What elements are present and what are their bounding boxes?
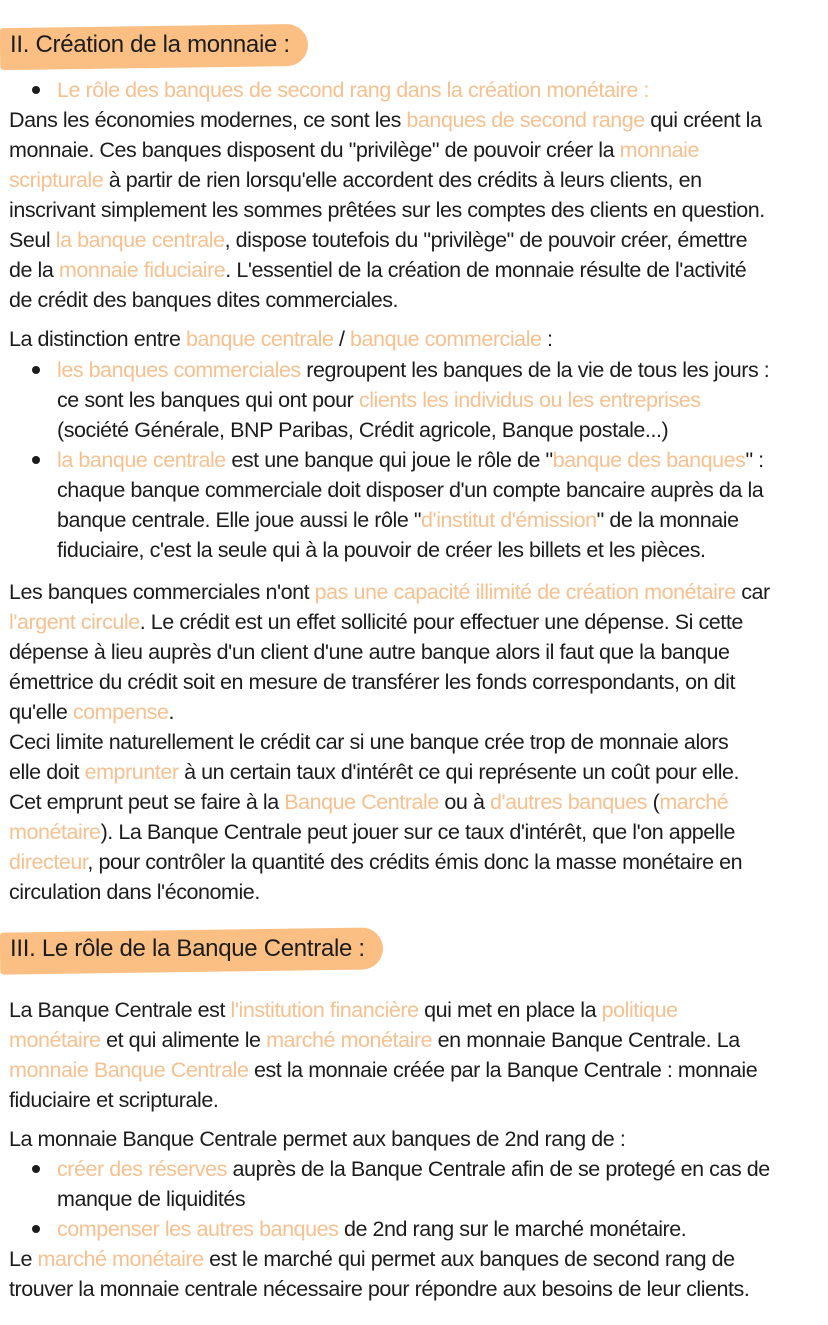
- highlighted-term: scripturale: [9, 168, 104, 192]
- text-run: . L'essentiel de la création de monnaie résulte de l'activité: [225, 258, 747, 282]
- highlighted-term: clients les individus ou les entreprises: [358, 388, 701, 412]
- highlighted-term: compense: [72, 700, 169, 724]
- highlighted-term: banque commerciale: [350, 327, 542, 351]
- text-run: La Banque Centrale est: [9, 998, 231, 1022]
- highlighted-term: monnaie: [619, 138, 699, 162]
- text-run: en monnaie Banque Centrale. La: [432, 1028, 740, 1052]
- text-line: [57, 1214, 686, 1244]
- text-run: inscrivant simplement les sommes prêtées sur les comptes des clients en question.: [9, 198, 765, 222]
- text-run: banque centrale. Elle joue aussi le rôle ": [57, 508, 422, 532]
- highlighted-term: marché monétaire: [266, 1028, 433, 1052]
- text-run: Ceci limite naturellement le crédit car si une banque crée trop de monnaie alors: [9, 730, 729, 754]
- text-run: auprès de la Banque Centrale afin de se protegé en cas de: [226, 1157, 770, 1181]
- text-run: , pour contrôler la quantité des crédits émis donc la masse monétaire en: [87, 850, 743, 874]
- text-line: [57, 1184, 245, 1214]
- highlighted-term: compenser les autres banques: [57, 1217, 339, 1241]
- text-line: [9, 787, 728, 817]
- highlighted-term: Le rôle des banques de second rang dans la création monétaire :: [57, 78, 649, 102]
- text-run: et qui alimente le: [100, 1028, 267, 1052]
- highlighted-term: monnaie fiduciaire: [58, 258, 226, 282]
- text-run: Dans les économies modernes, ce sont les: [9, 108, 407, 132]
- text-run: fiduciaire, c'est la seule qui à la pouvoir de créer les billets et les pièces.: [57, 538, 706, 562]
- bullet-dot: [32, 1165, 40, 1173]
- text-run: émettrice du crédit soit en mesure de transférer les fonds correspondants, on dit: [9, 670, 735, 694]
- text-run: qui met en place la: [418, 998, 602, 1022]
- text-run: de 2nd rang sur le marché monétaire.: [338, 1217, 687, 1241]
- highlighted-term: monétaire: [9, 1028, 101, 1052]
- text-line: [9, 105, 762, 135]
- text-run: dépense à lieu auprès d'un client d'une autre banque alors il faut que la banque: [9, 640, 730, 664]
- text-run: est une banque qui joue le rôle de ": [225, 448, 553, 472]
- text-line: [57, 385, 701, 415]
- highlighted-term: marché: [659, 790, 729, 814]
- text-line: [9, 255, 746, 285]
- text-line: [9, 637, 730, 667]
- text-line: [57, 445, 764, 475]
- text-line: [9, 817, 735, 847]
- text-line: [9, 667, 735, 697]
- text-run: , dispose toutefois du "privilège" de pouvoir créer, émettre: [224, 228, 748, 252]
- text-run: à partir de rien lorsqu'elle accordent des crédits à leurs clients, en: [103, 168, 702, 192]
- text-line: [9, 877, 260, 907]
- text-run: ). La Banque Centrale peut jouer sur ce taux d'intérêt, que l'on appelle: [100, 820, 735, 844]
- text-run: ou à: [438, 790, 490, 814]
- text-run: fiduciaire et scripturale.: [9, 1088, 219, 1112]
- text-line: [9, 135, 699, 165]
- text-line: [57, 415, 668, 445]
- text-run: manque de liquidités: [57, 1187, 246, 1211]
- text-run: " :: [745, 448, 764, 472]
- text-run: (: [647, 790, 660, 814]
- text-run: Cet emprunt peut se faire à la: [9, 790, 285, 814]
- highlighted-term: la banque centrale: [55, 228, 225, 252]
- text-line: [57, 1154, 770, 1184]
- text-run: qu'elle: [9, 700, 73, 724]
- text-run: monnaie. Ces banques disposent du "privilège" de pouvoir créer la: [9, 138, 620, 162]
- text-line: [57, 505, 739, 535]
- highlighted-term: monnaie Banque Centrale: [9, 1058, 249, 1082]
- text-line: [9, 995, 678, 1025]
- highlighted-term: la banque centrale: [57, 448, 226, 472]
- text-line: [9, 285, 398, 315]
- highlighted-term: pas une capacité illimité de création monétaire: [314, 580, 736, 604]
- text-run: " de la monnaie: [596, 508, 739, 532]
- highlighted-term: l'argent circule: [9, 610, 140, 634]
- text-run: ce sont les banques qui ont pour: [57, 388, 359, 412]
- text-line: [9, 225, 747, 255]
- text-line: [9, 1025, 740, 1055]
- text-run: La distinction entre: [9, 327, 186, 351]
- text-run: regroupent les banques de la vie de tous les jours :: [300, 358, 770, 382]
- text-line: [9, 577, 770, 607]
- text-run: car: [735, 580, 770, 604]
- highlighted-term: directeur: [9, 850, 88, 874]
- text-line: [9, 727, 728, 757]
- bullet-dot: [32, 456, 40, 464]
- highlighted-term: monétaire: [9, 820, 101, 844]
- highlighted-term: d'autres banques: [489, 790, 648, 814]
- text-line: [9, 607, 743, 637]
- text-line: [9, 757, 739, 787]
- bullet-dot: [32, 1225, 40, 1233]
- highlighted-term: banques de second range: [406, 108, 645, 132]
- highlighted-term: d'institut d'émission: [421, 508, 597, 532]
- highlighted-term: emprunter: [84, 760, 179, 784]
- text-run: de crédit des banques dites commerciales.: [9, 288, 399, 312]
- text-run: (société Générale, BNP Paribas, Crédit agricole, Banque postale...): [57, 418, 669, 442]
- text-line: [9, 324, 553, 354]
- text-run: chaque banque commerciale doit disposer d'un compte bancaire auprès da la: [57, 478, 764, 502]
- text-line: [9, 1085, 218, 1115]
- text-run: /: [333, 327, 351, 351]
- text-line: [9, 1244, 735, 1274]
- text-line: [9, 195, 765, 225]
- bullet-dot: [32, 366, 40, 374]
- text-line: [9, 1055, 757, 1085]
- highlighted-term: l'institution financière: [230, 998, 419, 1022]
- text-run: elle doit: [9, 760, 85, 784]
- text-line: [57, 75, 649, 105]
- highlighted-term: créer des réserves: [57, 1157, 227, 1181]
- text-line: [57, 475, 763, 505]
- text-line: [9, 697, 174, 727]
- text-run: est la monnaie créée par la Banque Centrale : monnaie: [248, 1058, 758, 1082]
- highlighted-term: banque centrale: [186, 327, 334, 351]
- text-run: circulation dans l'économie.: [9, 880, 260, 904]
- text-run: .: [168, 700, 175, 724]
- text-line: [57, 355, 769, 385]
- highlighted-term: les banques commerciales: [57, 358, 301, 382]
- text-line: [57, 535, 706, 565]
- text-run: à un certain taux d'intérêt ce qui représente un coût pour elle.: [178, 760, 740, 784]
- bullet-dot: [32, 86, 40, 94]
- text-run: de la: [9, 258, 59, 282]
- text-line: [9, 847, 742, 877]
- text-run: trouver la monnaie centrale nécessaire pour répondre aux besoins de leur clients.: [9, 1277, 750, 1301]
- text-line: [9, 1124, 625, 1154]
- section-title: III. Le rôle de la Banque Centrale :: [10, 935, 365, 962]
- text-run: . Le crédit est un effet sollicité pour effectuer une dépense. Si cette: [139, 610, 743, 634]
- text-line: [9, 1274, 749, 1304]
- highlighted-term: banque des banques: [552, 448, 746, 472]
- text-run: Seul: [9, 228, 56, 252]
- text-run: Le: [9, 1247, 38, 1271]
- highlighted-term: marché monétaire: [37, 1247, 204, 1271]
- text-run: :: [541, 327, 553, 351]
- text-run: est le marché qui permet aux banques de second rang de: [203, 1247, 735, 1271]
- highlighted-term: Banque Centrale: [284, 790, 439, 814]
- highlighted-term: politique: [601, 998, 678, 1022]
- text-run: qui créent la: [644, 108, 762, 132]
- text-run: Les banques commerciales n'ont: [9, 580, 315, 604]
- text-line: [9, 165, 702, 195]
- section-title: II. Création de la monnaie :: [10, 31, 290, 58]
- text-run: La monnaie Banque Centrale permet aux banques de 2nd rang de :: [9, 1127, 626, 1151]
